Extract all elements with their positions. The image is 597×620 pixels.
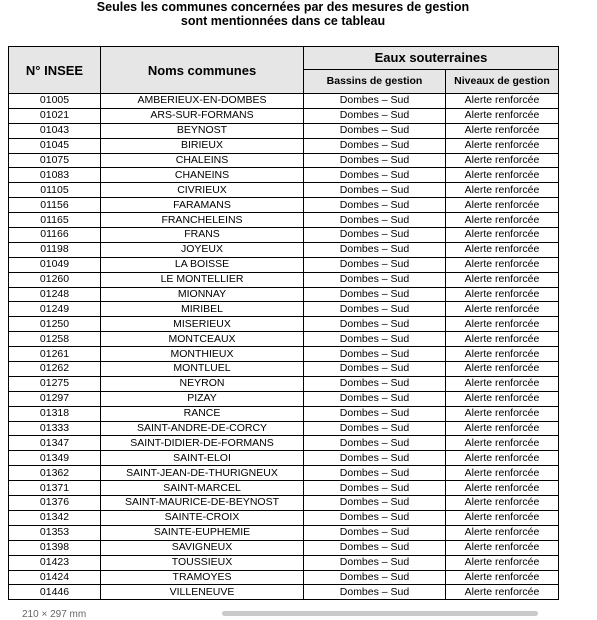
table-row xyxy=(9,540,559,555)
cell-bassin: Dombes – Sud xyxy=(304,391,446,406)
cell-niveau: Alerte renforcée xyxy=(446,362,559,377)
cell-nom-commune: MISERIEUX xyxy=(101,317,304,332)
table-row xyxy=(9,466,559,481)
table-row xyxy=(9,287,559,302)
cell-nom-commune: BIRIEUX xyxy=(101,138,304,153)
table-row xyxy=(9,183,559,198)
cell-bassin: Dombes – Sud xyxy=(304,332,446,347)
cell-bassin: Dombes – Sud xyxy=(304,525,446,540)
cell-bassin: Dombes – Sud xyxy=(304,362,446,377)
cell-nom-commune: CHALEINS xyxy=(101,153,304,168)
cell-insee: 01371 xyxy=(9,481,101,496)
communes-table xyxy=(8,46,559,600)
cell-bassin: Dombes – Sud xyxy=(304,153,446,168)
cell-niveau: Alerte renforcée xyxy=(446,228,559,243)
cell-niveau: Alerte renforcée xyxy=(446,421,559,436)
cell-nom-commune: JOYEUX xyxy=(101,242,304,257)
cell-insee: 01156 xyxy=(9,198,101,213)
cell-nom-commune: ARS-SUR-FORMANS xyxy=(101,108,304,123)
cell-nom-commune: BEYNOST xyxy=(101,123,304,138)
cell-niveau: Alerte renforcée xyxy=(446,287,559,302)
cell-niveau: Alerte renforcée xyxy=(446,347,559,362)
table-row xyxy=(9,436,559,451)
cell-nom-commune: CHANEINS xyxy=(101,168,304,183)
cell-nom-commune: SAINT-JEAN-DE-THURIGNEUX xyxy=(101,466,304,481)
table-row xyxy=(9,168,559,183)
cell-insee: 01362 xyxy=(9,466,101,481)
cell-bassin: Dombes – Sud xyxy=(304,287,446,302)
table-row xyxy=(9,213,559,228)
cell-niveau: Alerte renforcée xyxy=(446,496,559,511)
cell-insee: 01349 xyxy=(9,451,101,466)
cell-bassin: Dombes – Sud xyxy=(304,213,446,228)
table-row xyxy=(9,570,559,585)
cell-nom-commune: SAINTE-EUPHEMIE xyxy=(101,525,304,540)
cell-bassin: Dombes – Sud xyxy=(304,123,446,138)
cell-insee: 01261 xyxy=(9,347,101,362)
cell-bassin: Dombes – Sud xyxy=(304,94,446,109)
cell-niveau: Alerte renforcée xyxy=(446,168,559,183)
cell-bassin: Dombes – Sud xyxy=(304,510,446,525)
cell-insee: 01297 xyxy=(9,391,101,406)
cell-bassin: Dombes – Sud xyxy=(304,466,446,481)
cell-bassin: Dombes – Sud xyxy=(304,257,446,272)
cell-nom-commune: SAINT-DIDIER-DE-FORMANS xyxy=(101,436,304,451)
cell-niveau: Alerte renforcée xyxy=(446,391,559,406)
cell-insee: 01424 xyxy=(9,570,101,585)
cell-insee: 01005 xyxy=(9,94,101,109)
cell-niveau: Alerte renforcée xyxy=(446,317,559,332)
cell-insee: 01045 xyxy=(9,138,101,153)
cell-nom-commune: SAINT-MARCEL xyxy=(101,481,304,496)
table-row xyxy=(9,510,559,525)
cell-bassin: Dombes – Sud xyxy=(304,481,446,496)
cell-nom-commune: SAINT-MAURICE-DE-BEYNOST xyxy=(101,496,304,511)
table-row xyxy=(9,302,559,317)
table-row xyxy=(9,391,559,406)
cell-niveau: Alerte renforcée xyxy=(446,406,559,421)
cell-insee: 01198 xyxy=(9,242,101,257)
cell-niveau: Alerte renforcée xyxy=(446,257,559,272)
cell-insee: 01347 xyxy=(9,436,101,451)
cell-insee: 01262 xyxy=(9,362,101,377)
cell-insee: 01353 xyxy=(9,525,101,540)
table-row xyxy=(9,496,559,511)
table-row xyxy=(9,421,559,436)
cell-niveau: Alerte renforcée xyxy=(446,123,559,138)
table-row xyxy=(9,451,559,466)
cell-bassin: Dombes – Sud xyxy=(304,242,446,257)
cell-nom-commune: FRANCHELEINS xyxy=(101,213,304,228)
cell-nom-commune: LE MONTELLIER xyxy=(101,272,304,287)
cell-insee: 01318 xyxy=(9,406,101,421)
cell-nom-commune: MONTCEAUX xyxy=(101,332,304,347)
cell-nom-commune: LA BOISSE xyxy=(101,257,304,272)
table-row xyxy=(9,123,559,138)
cell-bassin: Dombes – Sud xyxy=(304,108,446,123)
cell-niveau: Alerte renforcée xyxy=(446,481,559,496)
cell-bassin: Dombes – Sud xyxy=(304,496,446,511)
horizontal-scrollbar[interactable] xyxy=(222,611,538,616)
cell-insee: 01423 xyxy=(9,555,101,570)
cell-insee: 01249 xyxy=(9,302,101,317)
cell-insee: 01333 xyxy=(9,421,101,436)
cell-niveau: Alerte renforcée xyxy=(446,451,559,466)
cell-bassin: Dombes – Sud xyxy=(304,570,446,585)
cell-bassin: Dombes – Sud xyxy=(304,555,446,570)
table-row xyxy=(9,108,559,123)
header-insee: N° INSEE xyxy=(9,47,101,94)
cell-bassin: Dombes – Sud xyxy=(304,376,446,391)
cell-insee: 01275 xyxy=(9,376,101,391)
cell-niveau: Alerte renforcée xyxy=(446,272,559,287)
cell-bassin: Dombes – Sud xyxy=(304,451,446,466)
cell-bassin: Dombes – Sud xyxy=(304,198,446,213)
cell-bassin: Dombes – Sud xyxy=(304,183,446,198)
title-line-1: Seules les communes concernées par des mesures de gestion xyxy=(96,0,470,14)
page-size-label: 210 × 297 mm xyxy=(22,609,87,620)
table-row xyxy=(9,555,559,570)
cell-insee: 01049 xyxy=(9,257,101,272)
cell-insee: 01075 xyxy=(9,153,101,168)
cell-niveau: Alerte renforcée xyxy=(446,436,559,451)
cell-niveau: Alerte renforcée xyxy=(446,302,559,317)
cell-insee: 01258 xyxy=(9,332,101,347)
cell-niveau: Alerte renforcée xyxy=(446,198,559,213)
table-row xyxy=(9,153,559,168)
cell-nom-commune: FARAMANS xyxy=(101,198,304,213)
cell-bassin: Dombes – Sud xyxy=(304,540,446,555)
cell-nom-commune: FRANS xyxy=(101,228,304,243)
cell-insee: 01260 xyxy=(9,272,101,287)
cell-niveau: Alerte renforcée xyxy=(446,466,559,481)
cell-niveau: Alerte renforcée xyxy=(446,570,559,585)
cell-insee: 01166 xyxy=(9,228,101,243)
cell-nom-commune: TOUSSIEUX xyxy=(101,555,304,570)
cell-insee: 01083 xyxy=(9,168,101,183)
header-bassins-de-gestion: Bassins de gestion xyxy=(304,69,446,93)
cell-insee: 01250 xyxy=(9,317,101,332)
table-body xyxy=(9,94,559,600)
cell-nom-commune: RANCE xyxy=(101,406,304,421)
cell-niveau: Alerte renforcée xyxy=(446,540,559,555)
cell-niveau: Alerte renforcée xyxy=(446,555,559,570)
table-row xyxy=(9,272,559,287)
cell-bassin: Dombes – Sud xyxy=(304,317,446,332)
cell-bassin: Dombes – Sud xyxy=(304,406,446,421)
cell-bassin: Dombes – Sud xyxy=(304,436,446,451)
cell-nom-commune: SAINT-ELOI xyxy=(101,451,304,466)
header-noms-communes: Noms communes xyxy=(101,47,304,94)
table-row xyxy=(9,481,559,496)
cell-niveau: Alerte renforcée xyxy=(446,108,559,123)
table-row xyxy=(9,376,559,391)
table-row xyxy=(9,406,559,421)
cell-nom-commune: SAINT-ANDRE-DE-CORCY xyxy=(101,421,304,436)
cell-bassin: Dombes – Sud xyxy=(304,228,446,243)
cell-insee: 01043 xyxy=(9,123,101,138)
cell-niveau: Alerte renforcée xyxy=(446,525,559,540)
cell-insee: 01021 xyxy=(9,108,101,123)
cell-nom-commune: MONTHIEUX xyxy=(101,347,304,362)
header-eaux-souterraines: Eaux souterraines xyxy=(304,47,559,70)
table-row xyxy=(9,362,559,377)
cell-niveau: Alerte renforcée xyxy=(446,213,559,228)
cell-insee: 01248 xyxy=(9,287,101,302)
cell-insee: 01342 xyxy=(9,510,101,525)
table-row xyxy=(9,228,559,243)
cell-bassin: Dombes – Sud xyxy=(304,421,446,436)
cell-nom-commune: VILLENEUVE xyxy=(101,585,304,600)
cell-niveau: Alerte renforcée xyxy=(446,138,559,153)
cell-nom-commune: SAVIGNEUX xyxy=(101,540,304,555)
table-row xyxy=(9,242,559,257)
table-row xyxy=(9,94,559,109)
cell-niveau: Alerte renforcée xyxy=(446,183,559,198)
cell-bassin: Dombes – Sud xyxy=(304,138,446,153)
cell-niveau: Alerte renforcée xyxy=(446,153,559,168)
cell-niveau: Alerte renforcée xyxy=(446,332,559,347)
table-row xyxy=(9,138,559,153)
table-row xyxy=(9,585,559,600)
page-title xyxy=(0,0,566,28)
table-row xyxy=(9,198,559,213)
cell-niveau: Alerte renforcée xyxy=(446,242,559,257)
cell-niveau: Alerte renforcée xyxy=(446,94,559,109)
table-row xyxy=(9,257,559,272)
cell-bassin: Dombes – Sud xyxy=(304,168,446,183)
cell-insee: 01376 xyxy=(9,496,101,511)
cell-nom-commune: MIONNAY xyxy=(101,287,304,302)
header-niveaux-de-gestion: Niveaux de gestion xyxy=(446,69,559,93)
cell-nom-commune: MONTLUEL xyxy=(101,362,304,377)
table-row xyxy=(9,317,559,332)
cell-insee: 01398 xyxy=(9,540,101,555)
status-strip xyxy=(0,608,597,620)
cell-nom-commune: SAINTE-CROIX xyxy=(101,510,304,525)
cell-nom-commune: AMBERIEUX-EN-DOMBES xyxy=(101,94,304,109)
cell-niveau: Alerte renforcée xyxy=(446,376,559,391)
title-line-2: sont mentionnées dans ce tableau xyxy=(180,14,386,28)
table-row xyxy=(9,347,559,362)
cell-bassin: Dombes – Sud xyxy=(304,347,446,362)
table-row xyxy=(9,332,559,347)
cell-insee: 01165 xyxy=(9,213,101,228)
cell-niveau: Alerte renforcée xyxy=(446,510,559,525)
cell-nom-commune: TRAMOYES xyxy=(101,570,304,585)
cell-nom-commune: CIVRIEUX xyxy=(101,183,304,198)
cell-nom-commune: PIZAY xyxy=(101,391,304,406)
cell-insee: 01105 xyxy=(9,183,101,198)
cell-bassin: Dombes – Sud xyxy=(304,302,446,317)
cell-bassin: Dombes – Sud xyxy=(304,585,446,600)
cell-niveau: Alerte renforcée xyxy=(446,585,559,600)
cell-nom-commune: MIRIBEL xyxy=(101,302,304,317)
cell-nom-commune: NEYRON xyxy=(101,376,304,391)
table-row xyxy=(9,525,559,540)
cell-insee: 01446 xyxy=(9,585,101,600)
cell-bassin: Dombes – Sud xyxy=(304,272,446,287)
